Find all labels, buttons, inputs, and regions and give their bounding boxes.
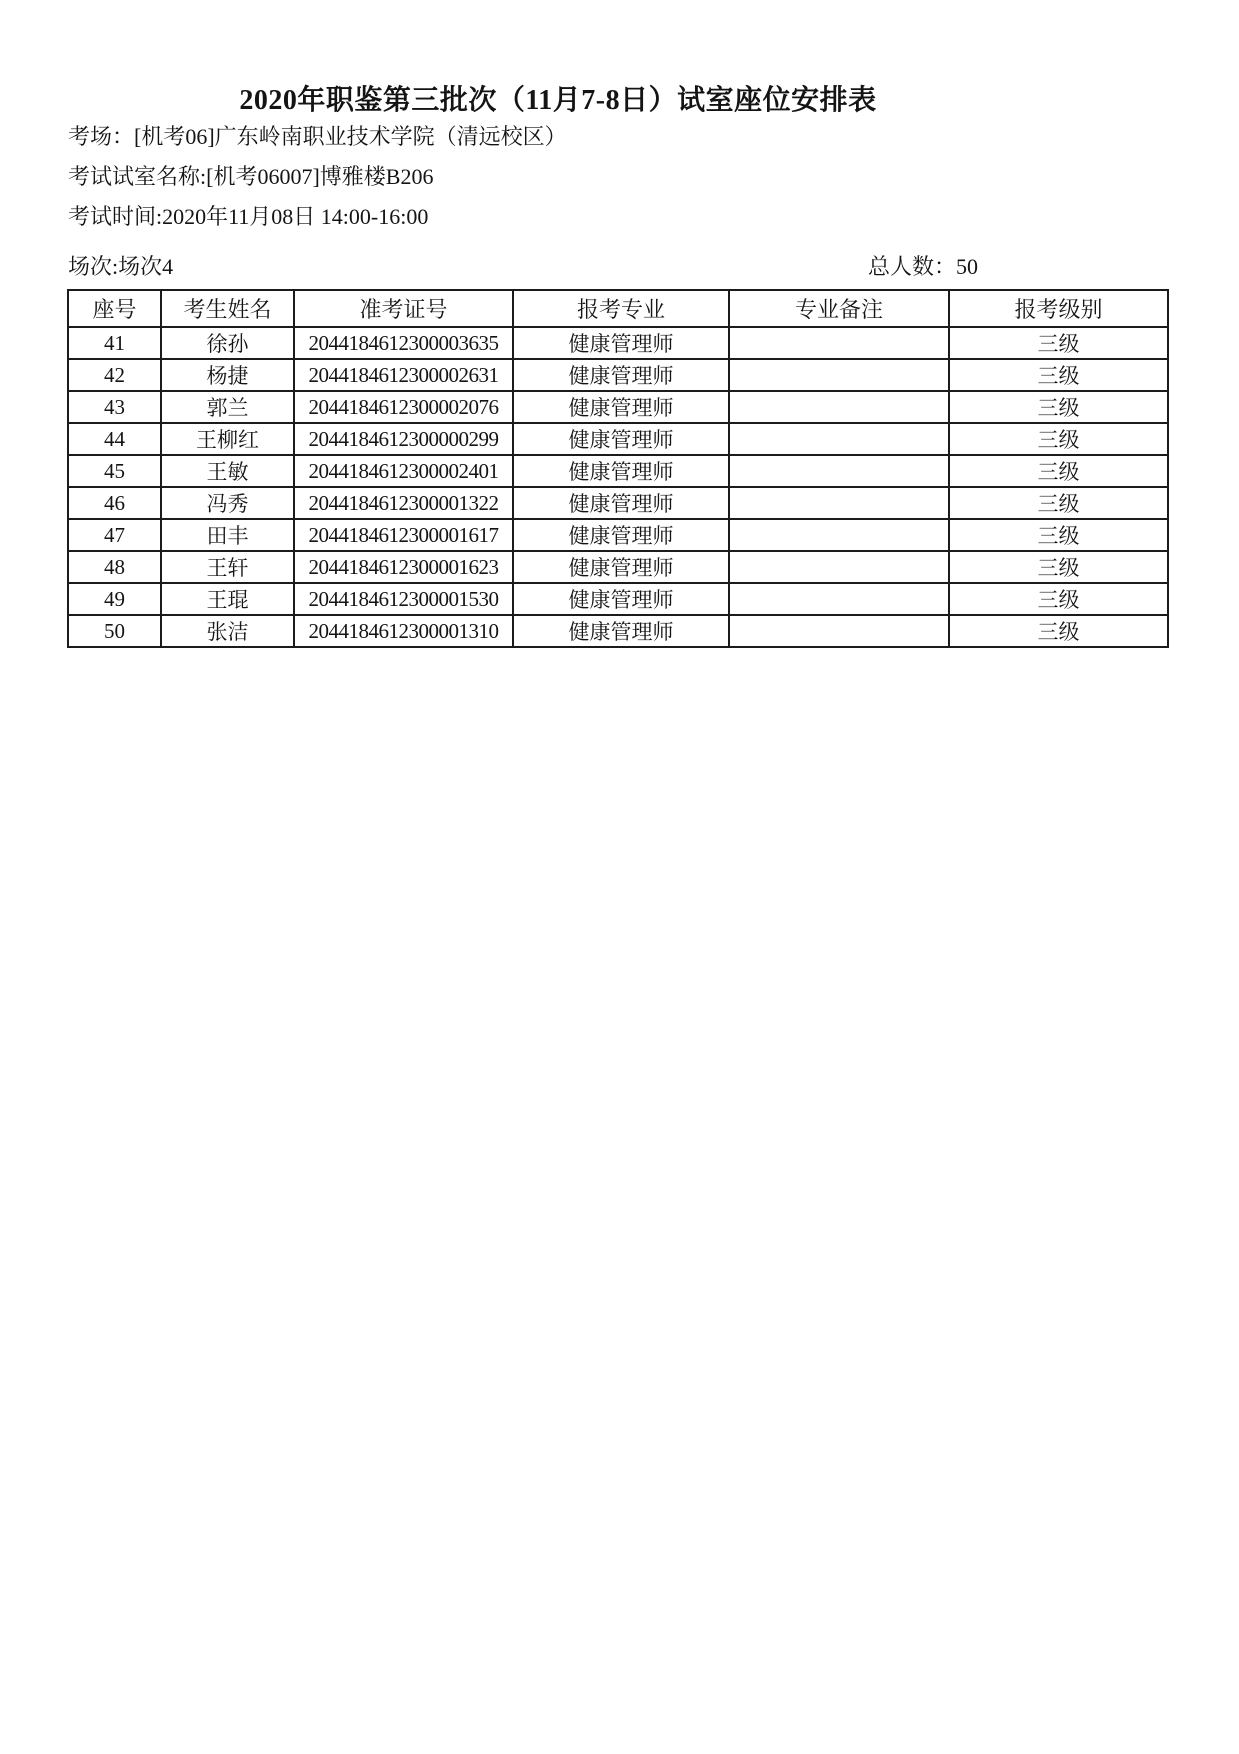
major: 健康管理师 — [513, 391, 729, 423]
major: 健康管理师 — [513, 519, 729, 551]
table-row — [68, 359, 1168, 391]
table-row — [68, 455, 1168, 487]
major: 健康管理师 — [513, 423, 729, 455]
ticket-number: 2044184612300001623 — [294, 551, 513, 583]
ticket-number: 2044184612300000299 — [294, 423, 513, 455]
table-row — [68, 327, 1168, 359]
table-row — [68, 583, 1168, 615]
exam-room-line: 考试试室名称:[机考06007]博雅楼B206 — [68, 164, 434, 189]
seat-number: 44 — [68, 423, 161, 455]
session-line: 场次:场次4 — [68, 254, 174, 279]
candidate-name: 冯秀 — [161, 487, 294, 519]
candidate-name: 郭兰 — [161, 391, 294, 423]
major-note — [729, 615, 949, 647]
major: 健康管理师 — [513, 455, 729, 487]
seat-number: 42 — [68, 359, 161, 391]
candidate-name: 杨捷 — [161, 359, 294, 391]
major-note — [729, 423, 949, 455]
candidate-name: 王敏 — [161, 455, 294, 487]
level: 三级 — [949, 327, 1168, 359]
table-row — [68, 615, 1168, 647]
major: 健康管理师 — [513, 327, 729, 359]
candidate-name: 王柳红 — [161, 423, 294, 455]
header-major-note: 专业备注 — [729, 290, 949, 327]
ticket-number: 2044184612300001310 — [294, 615, 513, 647]
table-row — [68, 551, 1168, 583]
seat-number: 48 — [68, 551, 161, 583]
ticket-number: 2044184612300001617 — [294, 519, 513, 551]
level: 三级 — [949, 423, 1168, 455]
level: 三级 — [949, 519, 1168, 551]
header-ticket-number: 准考证号 — [294, 290, 513, 327]
seat-number: 50 — [68, 615, 161, 647]
seat-number: 41 — [68, 327, 161, 359]
table-row — [68, 519, 1168, 551]
total-count-line: 总人数：50 — [868, 254, 979, 279]
table-row — [68, 423, 1168, 455]
major-note — [729, 551, 949, 583]
page-title: 2020年职鉴第三批次（11月7-8日）试室座位安排表 — [239, 85, 877, 116]
table-row — [68, 487, 1168, 519]
ticket-number: 2044184612300003635 — [294, 327, 513, 359]
ticket-number: 2044184612300001530 — [294, 583, 513, 615]
candidate-name: 王轩 — [161, 551, 294, 583]
ticket-number: 2044184612300001322 — [294, 487, 513, 519]
major-note — [729, 391, 949, 423]
candidate-name: 田丰 — [161, 519, 294, 551]
seat-number: 49 — [68, 583, 161, 615]
header-seat-number: 座号 — [68, 290, 161, 327]
level: 三级 — [949, 455, 1168, 487]
major-note — [729, 487, 949, 519]
seating-table — [67, 289, 1169, 648]
exam-venue-line: 考场：[机考06]广东岭南职业技术学院（清远校区） — [68, 124, 567, 149]
level: 三级 — [949, 359, 1168, 391]
level: 三级 — [949, 551, 1168, 583]
header-major: 报考专业 — [513, 290, 729, 327]
level: 三级 — [949, 583, 1168, 615]
major: 健康管理师 — [513, 359, 729, 391]
candidate-name: 王琨 — [161, 583, 294, 615]
table-header-row — [68, 290, 1168, 327]
major-note — [729, 519, 949, 551]
seat-number: 43 — [68, 391, 161, 423]
major-note — [729, 455, 949, 487]
candidate-name: 徐孙 — [161, 327, 294, 359]
major-note — [729, 327, 949, 359]
header-candidate-name: 考生姓名 — [161, 290, 294, 327]
level: 三级 — [949, 487, 1168, 519]
header-level: 报考级别 — [949, 290, 1168, 327]
table-row — [68, 391, 1168, 423]
major: 健康管理师 — [513, 487, 729, 519]
level: 三级 — [949, 391, 1168, 423]
ticket-number: 2044184612300002401 — [294, 455, 513, 487]
major-note — [729, 359, 949, 391]
major: 健康管理师 — [513, 551, 729, 583]
major-note — [729, 583, 949, 615]
exam-time-line: 考试时间:2020年11月08日 14:00-16:00 — [68, 204, 429, 229]
seat-number: 46 — [68, 487, 161, 519]
seat-number: 47 — [68, 519, 161, 551]
major: 健康管理师 — [513, 615, 729, 647]
seat-number: 45 — [68, 455, 161, 487]
level: 三级 — [949, 615, 1168, 647]
ticket-number: 2044184612300002076 — [294, 391, 513, 423]
ticket-number: 2044184612300002631 — [294, 359, 513, 391]
candidate-name: 张洁 — [161, 615, 294, 647]
major: 健康管理师 — [513, 583, 729, 615]
